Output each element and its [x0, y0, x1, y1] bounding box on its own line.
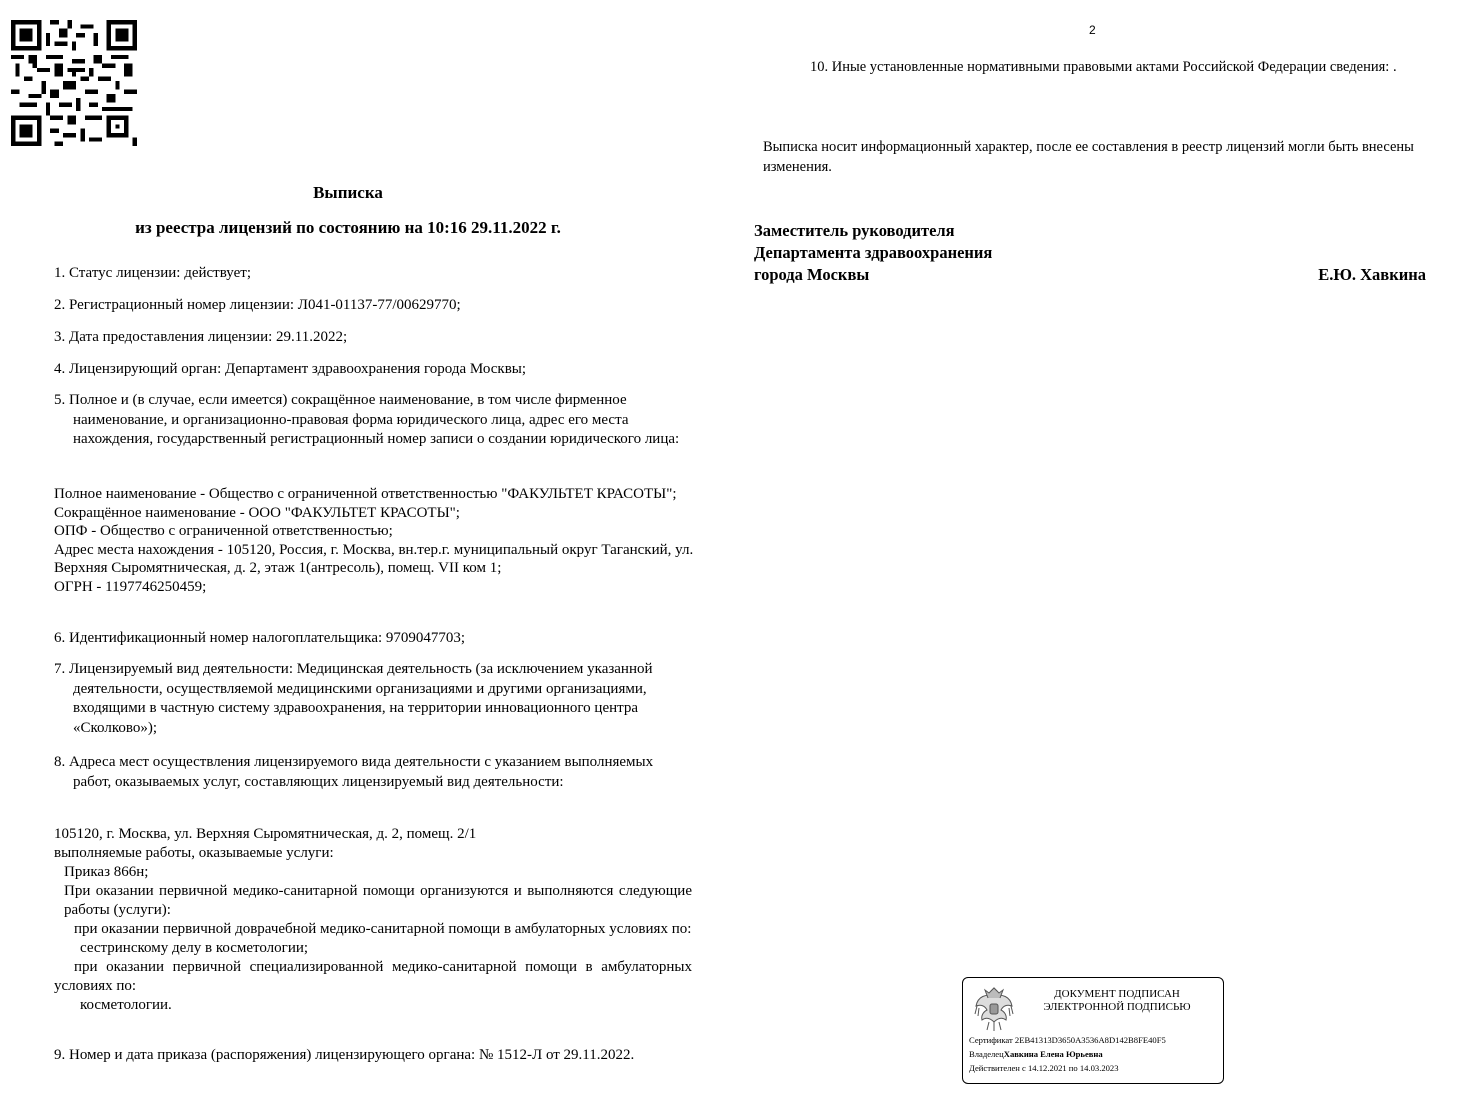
item-5-name-heading: 5. Полное и (в случае, если имеется) сокращённое наименование, в том числе фирменное наименование, и организационно-правовая форма юридического лица, адрес его места нахождения, государственный регистрационный номер записи о создании юридического лица: — [54, 392, 680, 447]
document-title: Выписка — [313, 183, 383, 202]
stamp-certificate — [969, 1034, 1166, 1047]
stamp-owner — [969, 1048, 1103, 1061]
stamp-certificate-value: 2EB41313D3650A3536A8D142B8FE40F5 — [1014, 1035, 1166, 1045]
item-2-reg-number: 2. Регистрационный номер лицензии: Л041-01137-77/00629770; — [54, 297, 461, 313]
activity-details — [54, 825, 692, 1015]
stamp-owner-value: Хавкина Елена Юрьевна — [1003, 1049, 1103, 1059]
item-10-other: 10. Иные установленные нормативными правовыми актами Российской Федерации сведения: . — [810, 59, 1397, 75]
activity-address: 105120, г. Москва, ул. Верхняя Сыромятническая, д. 2, помещ. 2/1 — [54, 826, 477, 842]
activity-pre-doctor: при оказании первичной доврачебной медико-санитарной помощи в амбулаторных условиях по: — [74, 921, 692, 937]
activity-primary: При оказании первичной медико-санитарной помощи организуются и выполняются следующие работы (услуги): — [64, 883, 692, 918]
stamp-owner-label: Владелец — [969, 1049, 1004, 1059]
signatory-name: Е.Ю. Хавкина — [1318, 265, 1426, 284]
page-number: 2 — [1089, 23, 1096, 37]
stamp-validity: Действителен с 14.12.2021 по 14.03.2023 — [969, 1063, 1119, 1073]
org-full-name: Полное наименование - Общество с ограниченной ответственностью "ФАКУЛЬТЕТ КРАСОТЫ"; — [54, 486, 677, 502]
qr-code — [11, 20, 137, 146]
item-9-order: 9. Номер и дата приказа (распоряжения) лицензирующего органа: № 1512-Л от 29.11.2022. — [54, 1047, 635, 1063]
activity-nursing: сестринскому делу в косметологии; — [80, 940, 309, 956]
stamp-heading-line-2: ЭЛЕКТРОННОЙ ПОДПИСЬЮ — [1043, 1001, 1191, 1013]
item-7-activity: 7. Лицензируемый вид деятельности: Медицинская деятельность (за исключением указанной деятельности, осуществляемой медицинскими организациями и другими организациями, входящими в частную систему здравоохранения, на территории инновационного центра «Сколково»); — [54, 661, 653, 736]
document-subtitle: из реестра лицензий по состоянию на 10:16 29.11.2022 г. — [135, 218, 561, 237]
item-6-inn: 6. Идентификационный номер налогоплательщика: 9709047703; — [54, 630, 466, 646]
signatory-line-1: Заместитель руководителя — [754, 221, 955, 240]
stamp-heading — [1015, 988, 1219, 1014]
electronic-signature-stamp — [962, 977, 1224, 1084]
org-ogrn: ОГРН - 1197746250459; — [54, 578, 207, 595]
coat-of-arms-icon — [973, 984, 1015, 1034]
disclaimer-note: Выписка носит информационный характер, после ее составления в реестр лицензий могли быть внесены изменения. — [763, 139, 1414, 175]
org-address: Адрес места нахождения - 105120, Россия, г. Москва, вн.тер.г. муниципальный округ Таганский, ул. Верхняя Сыромятническая, д. 2, этаж 1(антресоль), помещ. VII ком 1; — [54, 541, 694, 576]
activity-works-label: выполняемые работы, оказываемые услуги: — [54, 845, 334, 861]
activity-specialized: при оказании первичной специализированной медико-санитарной помощи в амбулаторных условиях по: — [54, 959, 692, 994]
activity-cosmetology: косметологии. — [80, 997, 172, 1013]
org-details — [54, 485, 694, 596]
signatory-position — [754, 220, 992, 286]
stamp-heading-line-1: ДОКУМЕНТ ПОДПИСАН — [1054, 988, 1180, 1000]
org-short-name: Сокращённое наименование - ООО "ФАКУЛЬТЕТ КРАСОТЫ"; — [54, 504, 460, 521]
item-4-authority: 4. Лицензирующий орган: Департамент здравоохранения города Москвы; — [54, 361, 527, 377]
signatory-line-3: города Москвы — [754, 265, 870, 284]
activity-order: Приказ 866н; — [64, 864, 149, 880]
org-opf: ОПФ - Общество с ограниченной ответственностью; — [54, 523, 393, 539]
signatory-line-2: Департамента здравоохранения — [754, 243, 993, 262]
item-1-status: 1. Статус лицензии: действует; — [54, 265, 251, 281]
stamp-certificate-label: Сертификат — [969, 1035, 1013, 1045]
item-8-addresses: 8. Адреса мест осуществления лицензируемого вида деятельности с указанием выполняемых работ, оказываемых услуг, составляющих лицензируемый вид деятельности: — [54, 754, 654, 790]
item-3-date: 3. Дата предоставления лицензии: 29.11.2022; — [54, 329, 348, 345]
